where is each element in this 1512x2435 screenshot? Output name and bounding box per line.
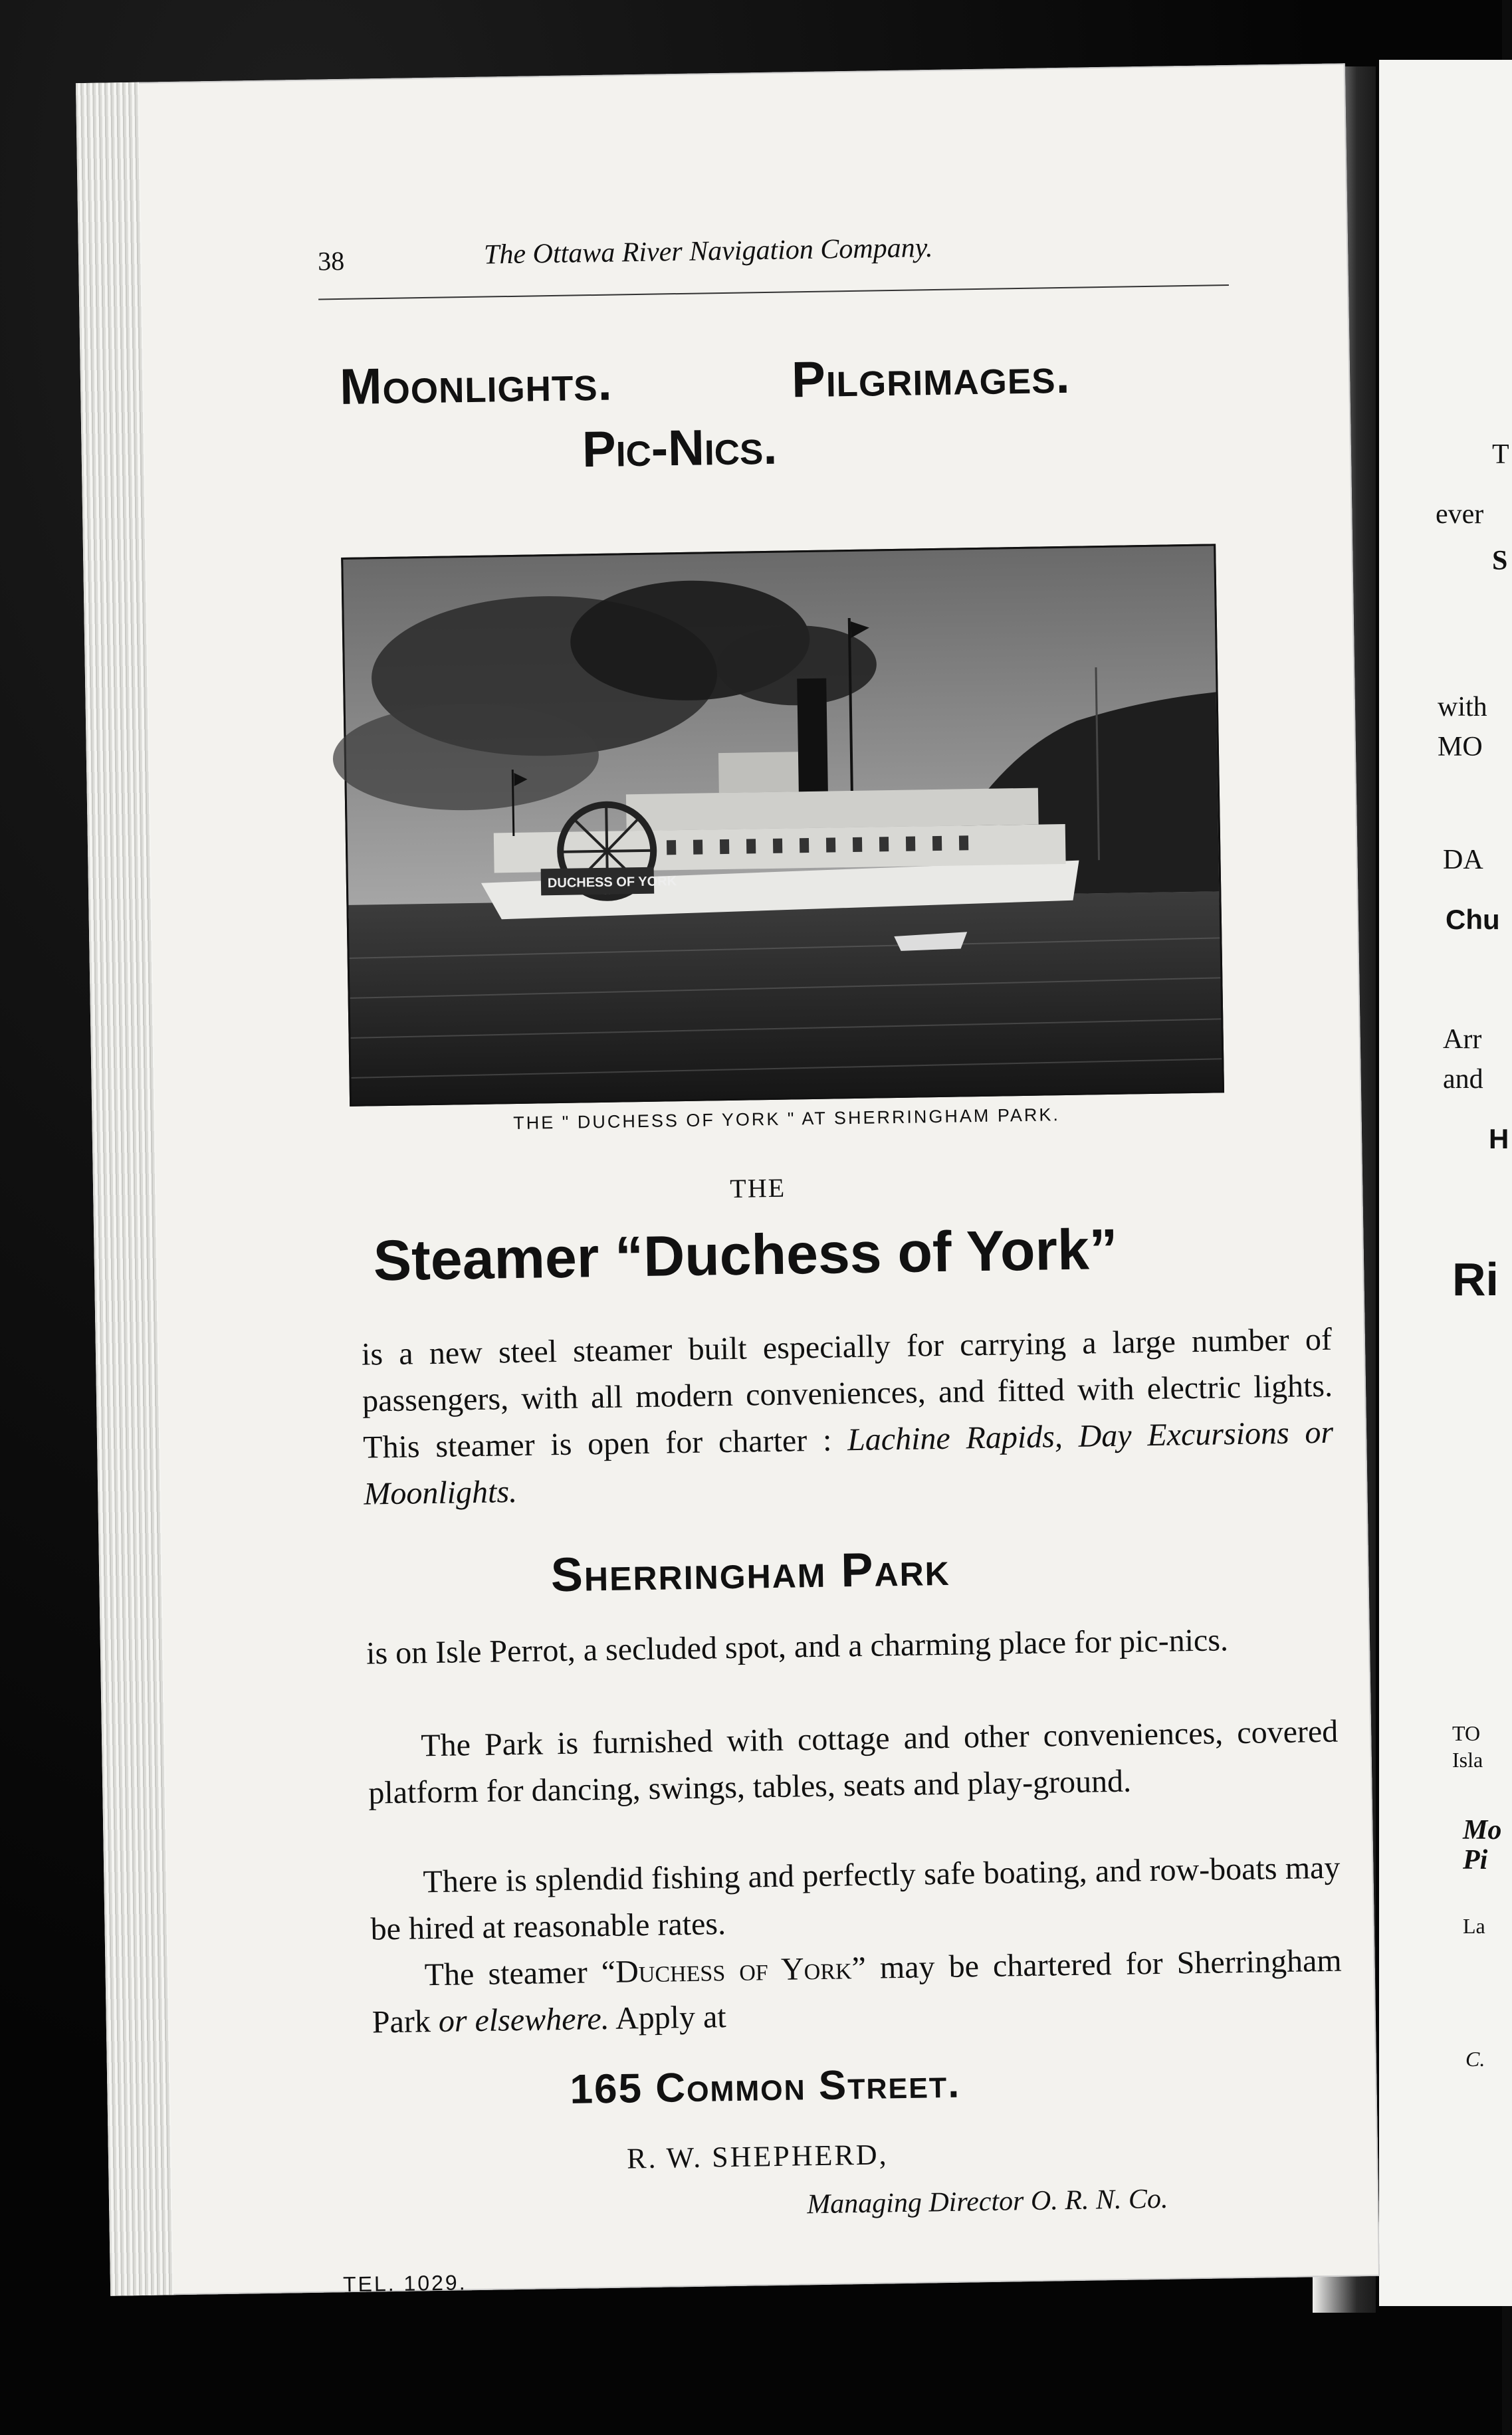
facing-text: with (1438, 692, 1487, 722)
facing-text: Mo (1463, 1815, 1502, 1846)
steamer-photo-image (343, 546, 1222, 1104)
facing-text: ever (1436, 499, 1484, 530)
facing-text: Pi (1463, 1845, 1488, 1875)
running-header (318, 230, 1302, 292)
steamer-the: THE (729, 1172, 786, 1204)
park-heading: Sherringham Park (550, 1542, 951, 1602)
facing-text: Chu (1446, 904, 1500, 935)
facing-page (1379, 60, 1512, 2306)
park-charter-elsewhere: or elsewhere. (438, 2000, 610, 2039)
park-charter (371, 1938, 1343, 2046)
park-intro: is on Isle Perrot, a secluded spot, and a charming place for pic-nics. (366, 1622, 1229, 1671)
park-facilities: The Park is furnished with cottage and other conveniences, covered platform for dancing, swings, tables, seats and play-ground. (368, 1713, 1339, 1811)
photo-caption: THE " DUCHESS OF YORK " AT SHERRINGHAM PARK. (512, 1105, 1061, 1134)
steamer-description (362, 1317, 1335, 1518)
facing-text: La (1463, 1914, 1485, 1938)
headline-line-1 (340, 344, 1244, 416)
steamer-charter-destinations: Lachine Rapids, Day Excursions or Moonlights. (363, 1414, 1334, 1512)
park-boating: There is splendid fishing and perfectly safe boating, and row-boats may be hired at reasonable rates. (370, 1850, 1341, 1947)
facing-text: Isla (1452, 1748, 1483, 1772)
facing-text: DA (1443, 845, 1483, 875)
headline-pilgrimages: Pilgrimages. (791, 347, 1071, 409)
facing-text: H (1489, 1123, 1509, 1154)
page-number: 38 (317, 245, 345, 276)
book-page (76, 63, 1380, 2296)
facing-text: and (1443, 1064, 1483, 1095)
park-charter-steamer-name: Duchess of York (615, 1951, 852, 1990)
park-charter-apply: Apply at (615, 1999, 727, 2036)
signature-title: Managing Director O. R. N. Co. (806, 2183, 1168, 2220)
park-charter-b: ” may be chartered for Sherringham Park (372, 1943, 1343, 2040)
hull-name-label: DUCHESS OF YORK (547, 874, 677, 891)
park-charter-a: The steamer “ (424, 1954, 616, 1993)
facing-text: S (1492, 546, 1508, 576)
running-title: The Ottawa River Navigation Company. (483, 232, 933, 270)
facing-text: TO (1452, 1721, 1481, 1745)
steamer-photo (341, 544, 1224, 1107)
telephone: TEL. 1029. (342, 2270, 467, 2297)
headline-moonlights: Moonlights. (339, 354, 613, 416)
signature-name: R. W. SHEPHERD, (626, 2138, 889, 2175)
facing-text: C. (1465, 2047, 1485, 2071)
steamer-heading: Steamer “Duchess of York” (373, 1217, 1119, 1293)
headline-picnics: Pic-Nics. (582, 418, 778, 478)
steamer-desc-text: is a new steel steamer built especially for carrying a large number of passengers, with all modern conveniences, and fitted with electric lights. This steamer is open for charter : (361, 1321, 1333, 1465)
facing-text: Arr (1443, 1024, 1482, 1055)
facing-text: MO (1438, 732, 1483, 762)
address: 165 Common Street. (570, 2060, 961, 2113)
page-content (76, 63, 1380, 2296)
facing-text: T (1492, 439, 1509, 470)
facing-text: Ri (1452, 1253, 1499, 1305)
